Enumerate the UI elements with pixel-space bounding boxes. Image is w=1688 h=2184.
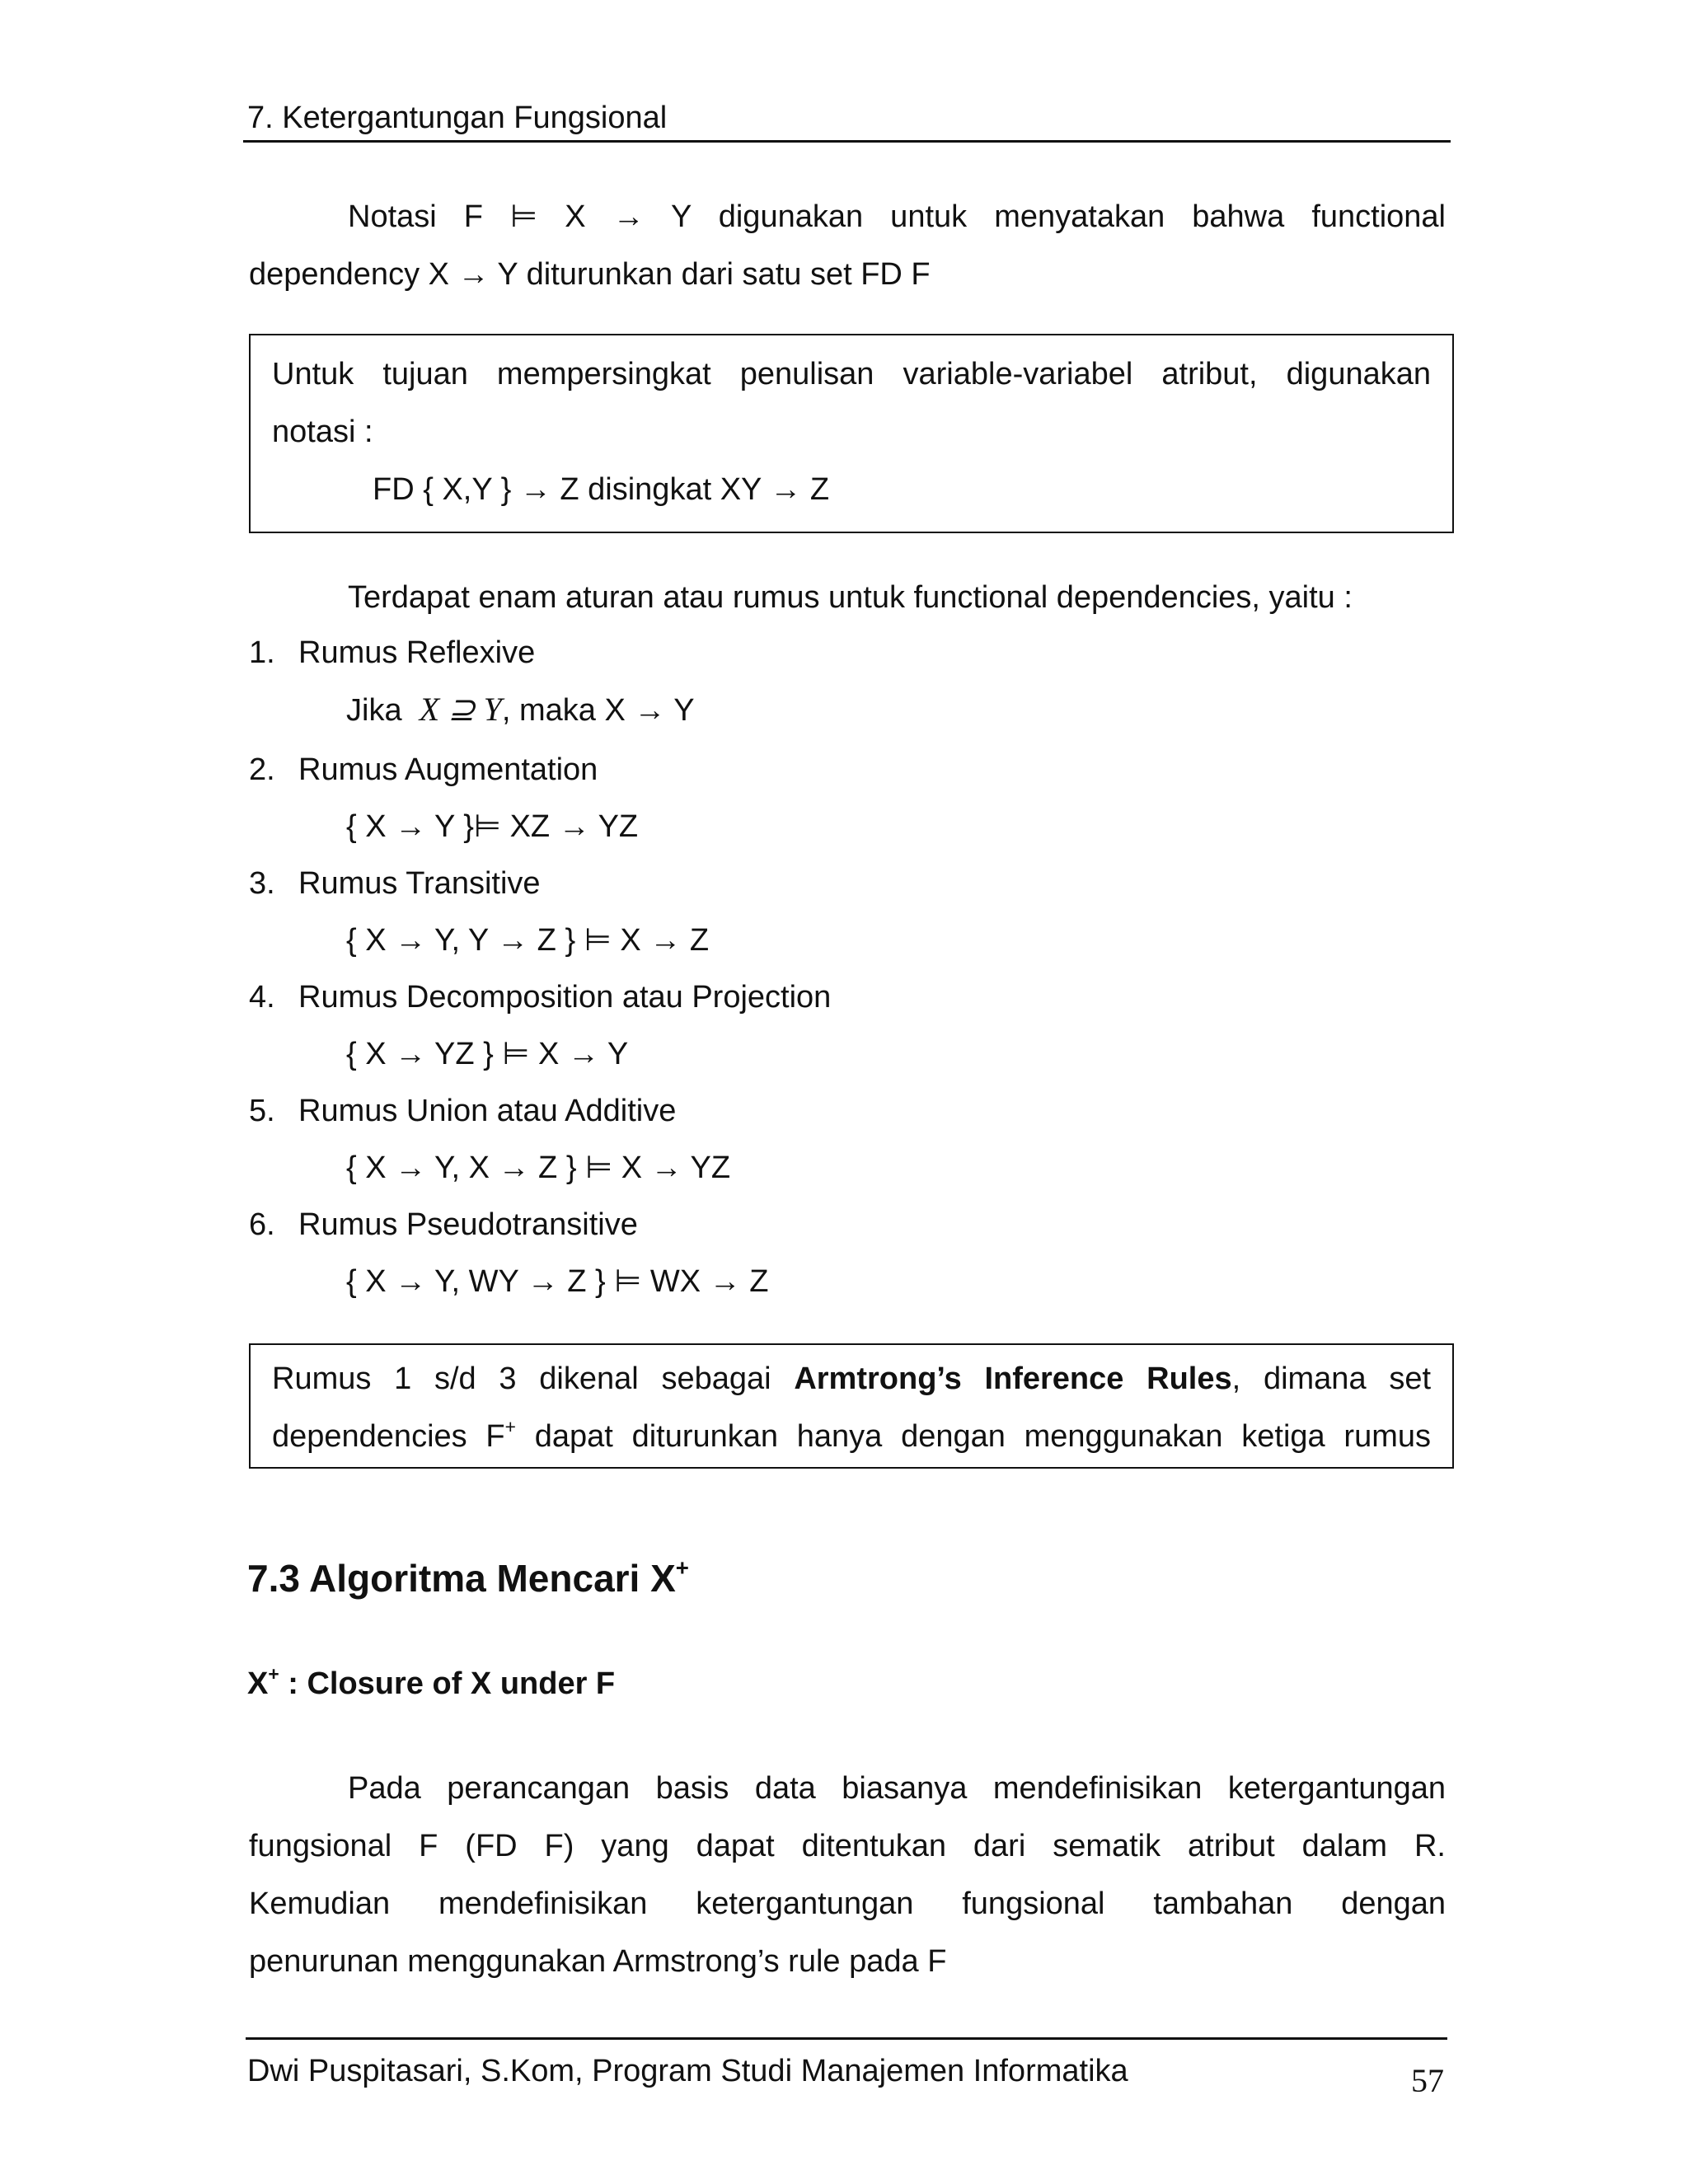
rule-item bbox=[249, 863, 541, 904]
rule-formula-prefix: Jika bbox=[346, 693, 402, 728]
closing-line-4: penurunan menggunakan Armstrong’s rule pada F bbox=[249, 1944, 947, 1979]
rule-name: Rumus Reflexive bbox=[298, 635, 536, 670]
rule-number: 1. bbox=[249, 635, 275, 670]
rule-formula: { X → YZ } ⊨ X → Y bbox=[346, 1037, 629, 1071]
rule-formula: { X → Y, X → Z } ⊨ X → YZ bbox=[346, 1151, 731, 1185]
armstrong-box-line-2: dependencies F+ dapat diturunkan hanya dengan menggunakan ketiga rumus bbox=[272, 1416, 1431, 1454]
rule-name: Rumus Pseudotransitive bbox=[298, 1207, 638, 1242]
armstrong-box bbox=[249, 1343, 1454, 1469]
rule-item bbox=[249, 749, 598, 790]
rule-formula bbox=[346, 689, 695, 731]
page-number: 57 bbox=[1411, 2062, 1444, 2099]
section-heading: 7.3 Algoritma Mencari X+ bbox=[247, 1554, 689, 1600]
notation-box bbox=[249, 334, 1454, 533]
rule-name: Rumus Transitive bbox=[298, 866, 541, 901]
closing-paragraph bbox=[249, 1760, 1446, 1990]
rule-formula: { X → Y, WY → Z } ⊨ WX → Z bbox=[346, 1264, 769, 1299]
notation-box-line-2: notasi : bbox=[272, 415, 373, 449]
rule-name: Rumus Decomposition atau Projection bbox=[298, 980, 832, 1015]
rules-intro bbox=[249, 569, 1446, 626]
rule-number: 3. bbox=[249, 866, 275, 901]
rule-item bbox=[249, 1090, 676, 1132]
chapter-header: 7. Ketergantungan Fungsional bbox=[247, 101, 668, 135]
rule-number: 5. bbox=[249, 1094, 275, 1128]
closing-line-1: Pada perancangan basis data biasanya mendefinisikan ketergantungan bbox=[348, 1771, 1446, 1806]
footer-divider bbox=[246, 2037, 1447, 2040]
intro-paragraph bbox=[249, 188, 1446, 303]
intro-line-2: dependency X → Y diturunkan dari satu set FD F bbox=[249, 257, 931, 292]
intro-line-1: Notasi F ⊨ X → Y digunakan untuk menyatakan bahwa functional bbox=[348, 199, 1446, 234]
armstrong-rules-term: Armtrong’s Inference Rules bbox=[794, 1361, 1232, 1396]
armstrong-box-line-1: Rumus 1 s/d 3 dikenal sebagai Armtrong’s Inference Rules, dimana set bbox=[272, 1361, 1432, 1396]
rule-formula-suffix: , maka X → Y bbox=[501, 693, 695, 728]
closing-line-2: fungsional F (FD F) yang dapat ditentukan dari sematik atribut dalam R. bbox=[249, 1829, 1446, 1863]
rule-item bbox=[249, 1204, 638, 1245]
subsection-heading: X+ : Closure of X under F bbox=[247, 1663, 616, 1701]
rule-name: Rumus Union atau Additive bbox=[298, 1094, 677, 1128]
rules-intro-text: Terdapat enam aturan atau rumus untuk functional dependencies, yaitu : bbox=[348, 580, 1353, 615]
rule-number: 6. bbox=[249, 1207, 275, 1242]
rule-formula-math: X ⊇ Y bbox=[419, 691, 502, 728]
footer-author: Dwi Puspitasari, S.Kom, Program Studi Manajemen Informatika bbox=[247, 2054, 1128, 2088]
notation-box-line-3: FD { X,Y } → Z disingkat XY → Z bbox=[373, 472, 830, 507]
notation-box-line-1: Untuk tujuan mempersingkat penulisan variable-variabel atribut, digunakan bbox=[272, 357, 1431, 391]
rule-number: 4. bbox=[249, 980, 275, 1015]
rule-number: 2. bbox=[249, 752, 275, 787]
rule-formula: { X → Y, Y → Z } ⊨ X → Z bbox=[346, 923, 710, 958]
closing-line-3: Kemudian mendefinisikan ketergantungan fungsional tambahan dengan bbox=[249, 1886, 1446, 1921]
rule-item bbox=[249, 632, 535, 673]
rule-item bbox=[249, 977, 831, 1018]
header-divider bbox=[243, 140, 1451, 143]
rule-formula: { X → Y }⊨ XZ → YZ bbox=[346, 809, 639, 844]
rule-name: Rumus Augmentation bbox=[298, 752, 598, 787]
